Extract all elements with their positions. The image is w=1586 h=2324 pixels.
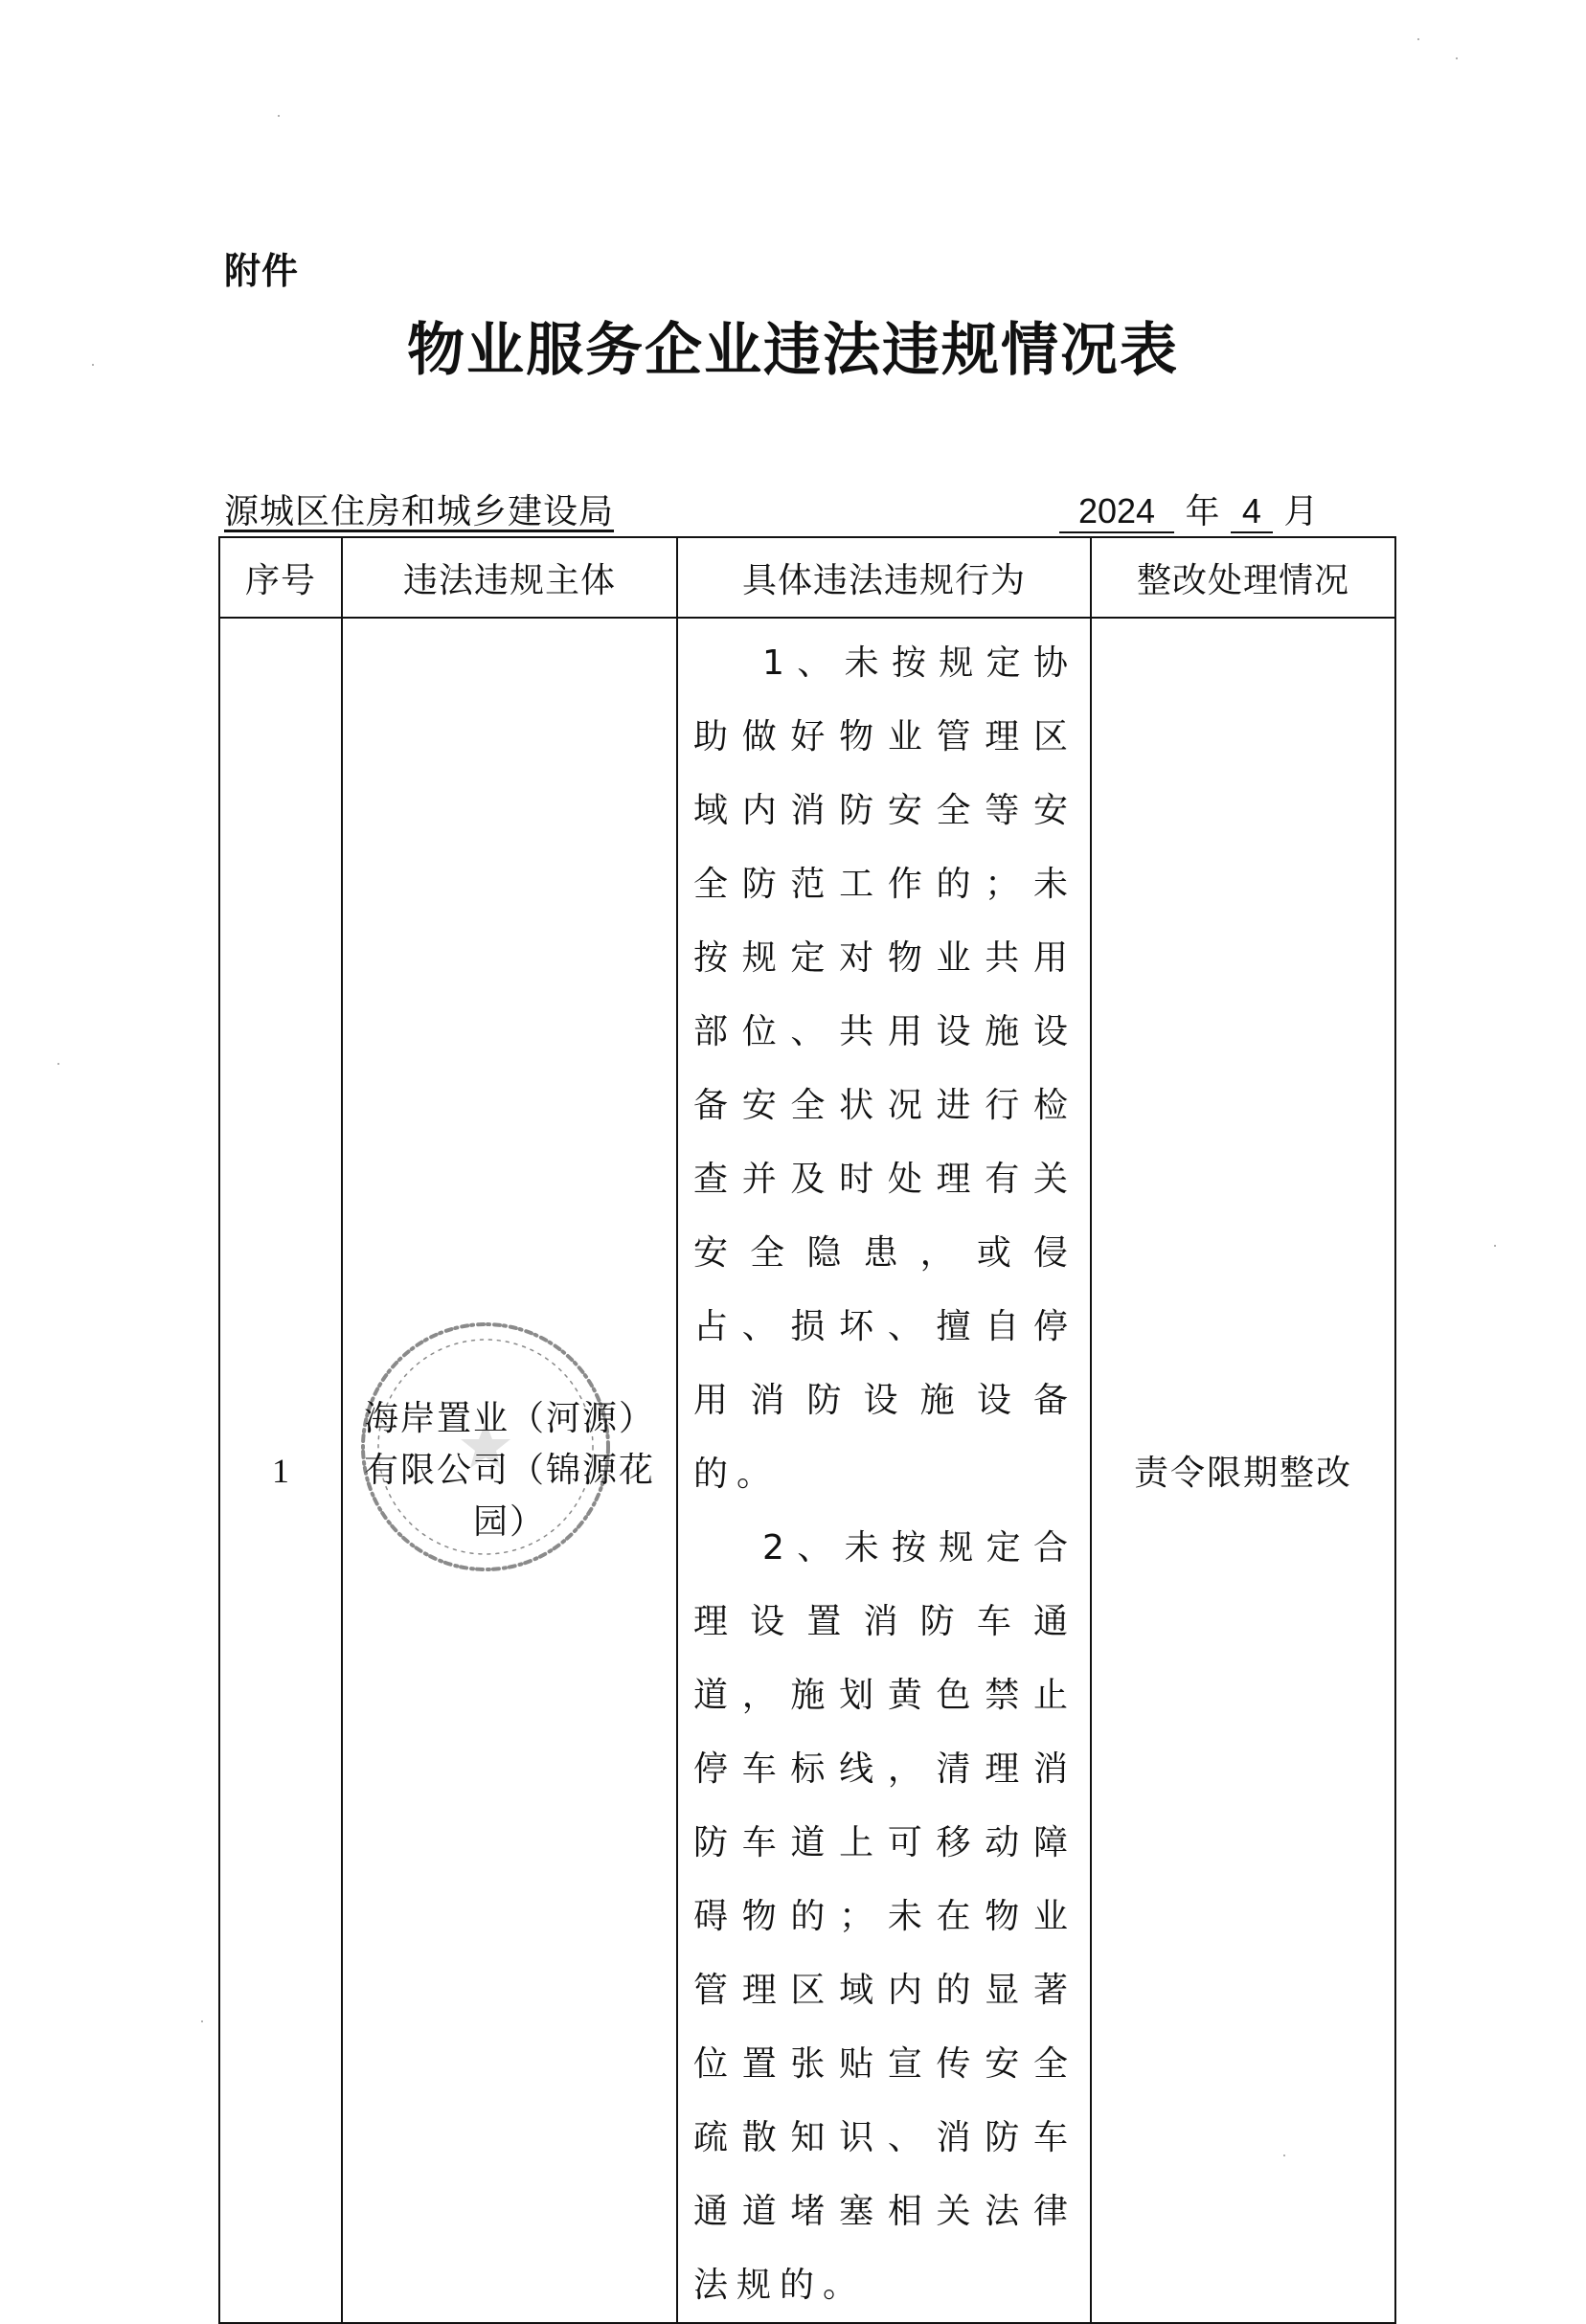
attachment-label: 附件: [224, 250, 300, 292]
column-header-seq: 序号: [219, 537, 342, 618]
date-month-suffix: 月: [1283, 492, 1319, 531]
behavior-item-1: 1、未按规定协助做好物业管理区域内消防安全等安全防范工作的；未按规定对物业共用部位、共用设施设备安全状况进行检查并及时处理有关安全隐患，或侵占、损坏、擅自停用消防设施设备的。: [693, 643, 1076, 1494]
cell-subject: [342, 618, 677, 2323]
scan-speck: [1456, 57, 1458, 59]
violations-table: [218, 536, 1396, 2324]
issuing-authority: 源城区住房和城乡建设局: [224, 492, 615, 531]
column-header-behavior: 具体违法违规行为: [677, 537, 1091, 618]
date-year: 2024: [1059, 491, 1174, 533]
scan-speck: [1417, 38, 1419, 40]
cell-seq: 1: [219, 618, 342, 2323]
date-year-suffix: 年: [1185, 492, 1220, 531]
column-header-subject: 违法违规主体: [342, 537, 677, 618]
scan-speck: [201, 2020, 203, 2022]
scan-speck: [57, 1063, 59, 1065]
scan-speck: [278, 115, 280, 117]
column-header-status: 整改处理情况: [1091, 537, 1395, 618]
report-date: [1059, 485, 1318, 533]
cell-subject-text: 海岸置业（河源）有限公司（锦源花园）: [363, 1398, 655, 1542]
cell-status: 责令限期整改: [1091, 618, 1395, 2323]
table-row: [219, 618, 1395, 2323]
official-seal-stamp: [347, 1308, 624, 1586]
date-month: 4: [1231, 491, 1273, 533]
table-header-row: [219, 537, 1395, 618]
behavior-item-2: 2、未按规定合理设置消防车通道，施划黄色禁止停车标线，清理消防车道上可移动障碍物的；未在物业管理区域内的显著位置张贴宣传安全疏散知识、消防车通道堵塞相关法律法规的。: [693, 1528, 1076, 2305]
document-title: 物业服务企业违法违规情况表: [407, 317, 1179, 384]
cell-behavior: [677, 618, 1091, 2323]
scan-speck: [1494, 1245, 1496, 1247]
